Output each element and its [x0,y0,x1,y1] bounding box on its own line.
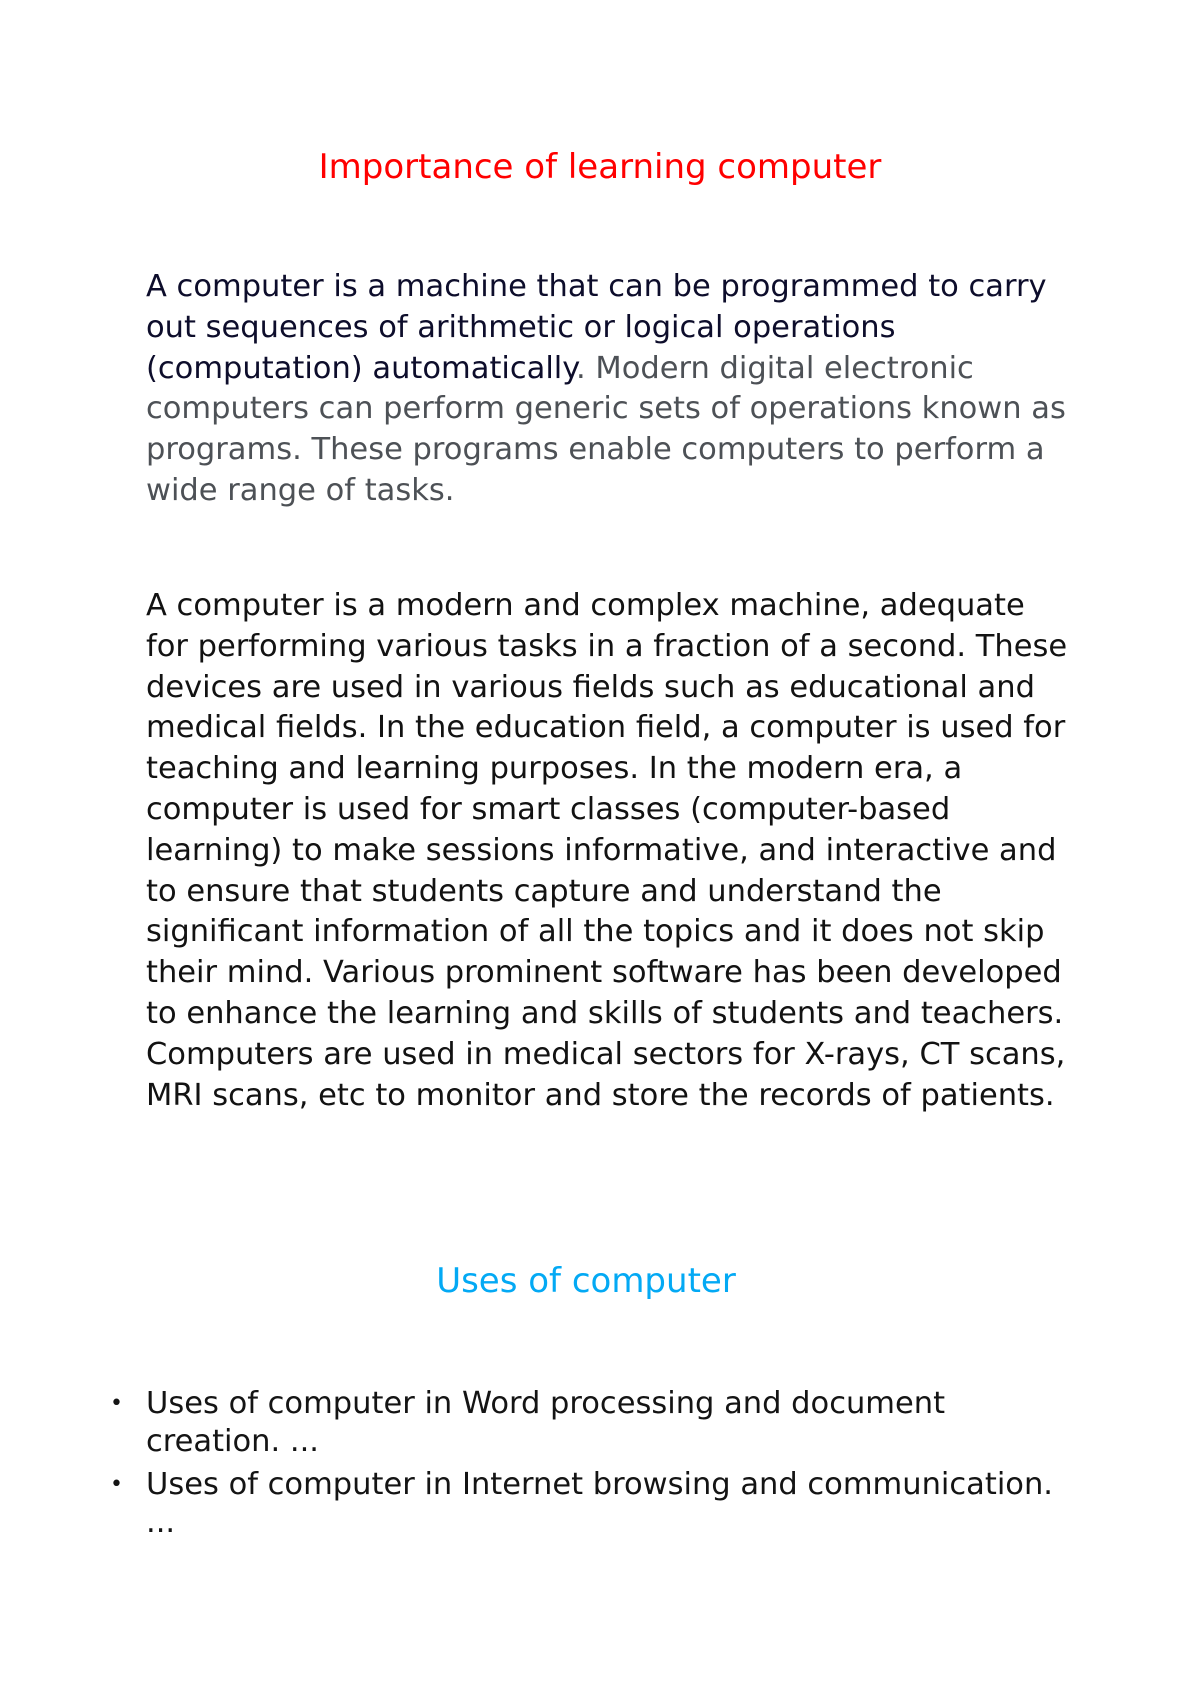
paragraph-definition-main: A computer is a machine that can be programmed to carry out sequences of arithmetic or logical operations (computation) automatically [146,269,1047,386]
paragraph-definition [146,267,1076,512]
list-item [110,1466,1076,1541]
uses-list [110,1385,1076,1547]
list-item-text: Uses of computer in Word processing and document creation. ... [146,1386,946,1459]
paragraph-definition-quote: . Modern digital electronic computers can perform generic sets of operations known as programs. These programs enable computers to perform a wide range of tasks. [146,350,1066,508]
section-heading-uses: Uses of computer [436,1261,736,1301]
bullet-icon: • [110,1472,123,1497]
bullet-icon: • [110,1391,123,1416]
list-item [110,1385,1076,1460]
paragraph-uses-overview: A computer is a modern and complex machine, adequate for performing various tasks in a fraction of a second. These devices are used in various fields such as educational and medical fields. In the education field, a computer is used for teaching and learning purposes. In the modern era, a computer is used for smart classes (computer-based learning) to make sessions informative, and interactive and to ensure that students capture and understand the significant information of all the topics and it does not skip their mind. Various prominent software has been developed to enhance the learning and skills of students and teachers. Computers are used in medical sectors for X-rays, CT scans, MRI scans, etc to monitor and store the records of patients. [146,588,1068,1113]
document-title: Importance of learning computer [318,147,882,187]
list-item-text: Uses of computer in Internet browsing and communication. ... [146,1467,1053,1540]
